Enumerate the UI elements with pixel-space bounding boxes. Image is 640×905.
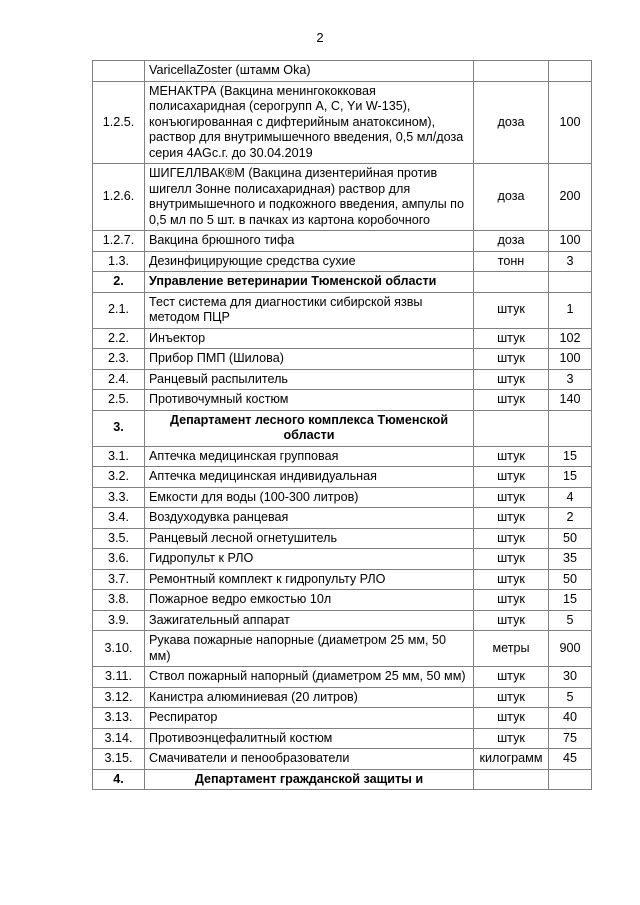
section-row xyxy=(93,410,592,446)
item-quantity: 1 xyxy=(549,292,592,328)
item-name: Ранцевый распылитель xyxy=(145,369,474,390)
item-name: Пожарное ведро емкостью 10л xyxy=(145,590,474,611)
item-name: Респиратор xyxy=(145,708,474,729)
item-unit: штук xyxy=(474,549,549,570)
item-quantity: 15 xyxy=(549,446,592,467)
supplies-table xyxy=(92,60,592,790)
item-name: Ствол пожарный напорный (диаметром 25 мм, 50 мм) xyxy=(145,667,474,688)
item-unit xyxy=(474,61,549,82)
item-unit: штук xyxy=(474,528,549,549)
row-number: 3.15. xyxy=(93,749,145,770)
table-row xyxy=(93,569,592,590)
item-quantity: 900 xyxy=(549,631,592,667)
table-row xyxy=(93,487,592,508)
row-number: 3.5. xyxy=(93,528,145,549)
item-unit: метры xyxy=(474,631,549,667)
row-number: 3.6. xyxy=(93,549,145,570)
item-unit: штук xyxy=(474,610,549,631)
item-name: Гидропульт к РЛО xyxy=(145,549,474,570)
supplies-table-body xyxy=(93,61,592,790)
item-quantity xyxy=(549,410,592,446)
item-unit: тонн xyxy=(474,251,549,272)
table-row xyxy=(93,292,592,328)
item-name: Противочумный костюм xyxy=(145,390,474,411)
item-name: Вакцина брюшного тифа xyxy=(145,231,474,252)
row-number: 3.8. xyxy=(93,590,145,611)
item-unit xyxy=(474,272,549,293)
table-row xyxy=(93,528,592,549)
item-unit: штук xyxy=(474,728,549,749)
row-number: 3.11. xyxy=(93,667,145,688)
item-unit xyxy=(474,410,549,446)
item-name: Зажигательный аппарат xyxy=(145,610,474,631)
row-number: 3.4. xyxy=(93,508,145,529)
row-number: 1.3. xyxy=(93,251,145,272)
table-row xyxy=(93,728,592,749)
item-quantity: 100 xyxy=(549,349,592,370)
item-name: Прибор ПМП (Шилова) xyxy=(145,349,474,370)
item-unit: доза xyxy=(474,231,549,252)
item-unit: штук xyxy=(474,569,549,590)
row-number: 2.4. xyxy=(93,369,145,390)
item-quantity: 3 xyxy=(549,369,592,390)
item-quantity: 2 xyxy=(549,508,592,529)
item-quantity: 15 xyxy=(549,590,592,611)
table-row xyxy=(93,467,592,488)
item-quantity: 50 xyxy=(549,569,592,590)
item-name: VaricellaZoster (штамм Oka) xyxy=(145,61,474,82)
item-quantity: 200 xyxy=(549,164,592,231)
table-row xyxy=(93,667,592,688)
table-row xyxy=(93,590,592,611)
row-number: 2.2. xyxy=(93,328,145,349)
item-name: Воздуходувка ранцевая xyxy=(145,508,474,529)
item-name: Инъектор xyxy=(145,328,474,349)
item-name: Ранцевый лесной огнетушитель xyxy=(145,528,474,549)
item-name: Аптечка медицинская индивидуальная xyxy=(145,467,474,488)
item-unit: штук xyxy=(474,708,549,729)
section-row xyxy=(93,769,592,790)
item-name: Тест система для диагностики сибирской язвы методом ПЦР xyxy=(145,292,474,328)
item-quantity: 75 xyxy=(549,728,592,749)
row-number: 3.7. xyxy=(93,569,145,590)
item-unit: штук xyxy=(474,390,549,411)
item-unit: доза xyxy=(474,81,549,164)
item-quantity xyxy=(549,61,592,82)
item-name: Ремонтный комплект к гидропульту РЛО xyxy=(145,569,474,590)
row-number: 3.1. xyxy=(93,446,145,467)
row-number: 3.3. xyxy=(93,487,145,508)
item-unit: штук xyxy=(474,508,549,529)
item-unit: штук xyxy=(474,369,549,390)
table-row xyxy=(93,369,592,390)
table-row xyxy=(93,349,592,370)
item-quantity: 3 xyxy=(549,251,592,272)
item-unit: доза xyxy=(474,164,549,231)
table-row xyxy=(93,61,592,82)
item-unit: штук xyxy=(474,467,549,488)
item-name: Смачиватели и пенообразователи xyxy=(145,749,474,770)
table-row xyxy=(93,508,592,529)
item-name: Рукава пожарные напорные (диаметром 25 мм, 50 мм) xyxy=(145,631,474,667)
page-number: 2 xyxy=(316,30,324,45)
table-row xyxy=(93,610,592,631)
item-quantity: 30 xyxy=(549,667,592,688)
item-quantity: 100 xyxy=(549,231,592,252)
table-row xyxy=(93,749,592,770)
table-row xyxy=(93,164,592,231)
table-row xyxy=(93,390,592,411)
item-quantity: 15 xyxy=(549,467,592,488)
row-number: 2.1. xyxy=(93,292,145,328)
row-number: 1.2.7. xyxy=(93,231,145,252)
item-unit: штук xyxy=(474,292,549,328)
table-row xyxy=(93,231,592,252)
item-unit: штук xyxy=(474,349,549,370)
item-unit: штук xyxy=(474,328,549,349)
item-name: Емкости для воды (100-300 литров) xyxy=(145,487,474,508)
item-name: Аптечка медицинская групповая xyxy=(145,446,474,467)
table-row xyxy=(93,251,592,272)
table-row xyxy=(93,549,592,570)
table-row xyxy=(93,446,592,467)
table-row xyxy=(93,328,592,349)
row-number: 2. xyxy=(93,272,145,293)
item-name: Департамент лесного комплекса Тюменской области xyxy=(145,410,474,446)
row-number: 1.2.6. xyxy=(93,164,145,231)
row-number: 3.9. xyxy=(93,610,145,631)
item-name: Канистра алюминиевая (20 литров) xyxy=(145,687,474,708)
item-quantity: 45 xyxy=(549,749,592,770)
item-unit xyxy=(474,769,549,790)
row-number: 4. xyxy=(93,769,145,790)
item-name: Департамент гражданской защиты и xyxy=(145,769,474,790)
item-quantity: 5 xyxy=(549,687,592,708)
row-number: 3.14. xyxy=(93,728,145,749)
item-name: Противоэнцефалитный костюм xyxy=(145,728,474,749)
row-number: 3.2. xyxy=(93,467,145,488)
item-unit: штук xyxy=(474,487,549,508)
item-unit: штук xyxy=(474,687,549,708)
row-number: 3.10. xyxy=(93,631,145,667)
table-row xyxy=(93,687,592,708)
table-row xyxy=(93,81,592,164)
item-quantity xyxy=(549,272,592,293)
item-quantity: 5 xyxy=(549,610,592,631)
item-unit: штук xyxy=(474,446,549,467)
row-number: 3.13. xyxy=(93,708,145,729)
item-quantity: 100 xyxy=(549,81,592,164)
item-quantity: 4 xyxy=(549,487,592,508)
item-quantity: 50 xyxy=(549,528,592,549)
item-unit: штук xyxy=(474,590,549,611)
item-name: Дезинфицирующие средства сухие xyxy=(145,251,474,272)
table-row xyxy=(93,708,592,729)
table-row xyxy=(93,631,592,667)
item-quantity: 140 xyxy=(549,390,592,411)
item-quantity: 102 xyxy=(549,328,592,349)
item-quantity: 35 xyxy=(549,549,592,570)
item-unit: штук xyxy=(474,667,549,688)
row-number xyxy=(93,61,145,82)
item-name: ШИГЕЛЛВАК®М (Вакцина дизентерийная против шигелл Зонне полисахаридная) раствор для внутримышечного и подкожного введения, ампулы по 0,5 мл по 5 шт. в пачках из картона коробочного xyxy=(145,164,474,231)
item-name: Управление ветеринарии Тюменской области xyxy=(145,272,474,293)
row-number: 2.3. xyxy=(93,349,145,370)
row-number: 3. xyxy=(93,410,145,446)
item-quantity xyxy=(549,769,592,790)
section-row xyxy=(93,272,592,293)
row-number: 1.2.5. xyxy=(93,81,145,164)
row-number: 2.5. xyxy=(93,390,145,411)
item-unit: килограмм xyxy=(474,749,549,770)
row-number: 3.12. xyxy=(93,687,145,708)
item-name: МЕНАКТРА (Вакцина менингококковая полисахаридная (серогрупп А, С, Yи W-135), конъюгированная с дифтерийным анатоксином), раствор для внутримышечного введения, 0,5 мл/доза серия 4AGc.г. до 30.04.2019 xyxy=(145,81,474,164)
item-quantity: 40 xyxy=(549,708,592,729)
